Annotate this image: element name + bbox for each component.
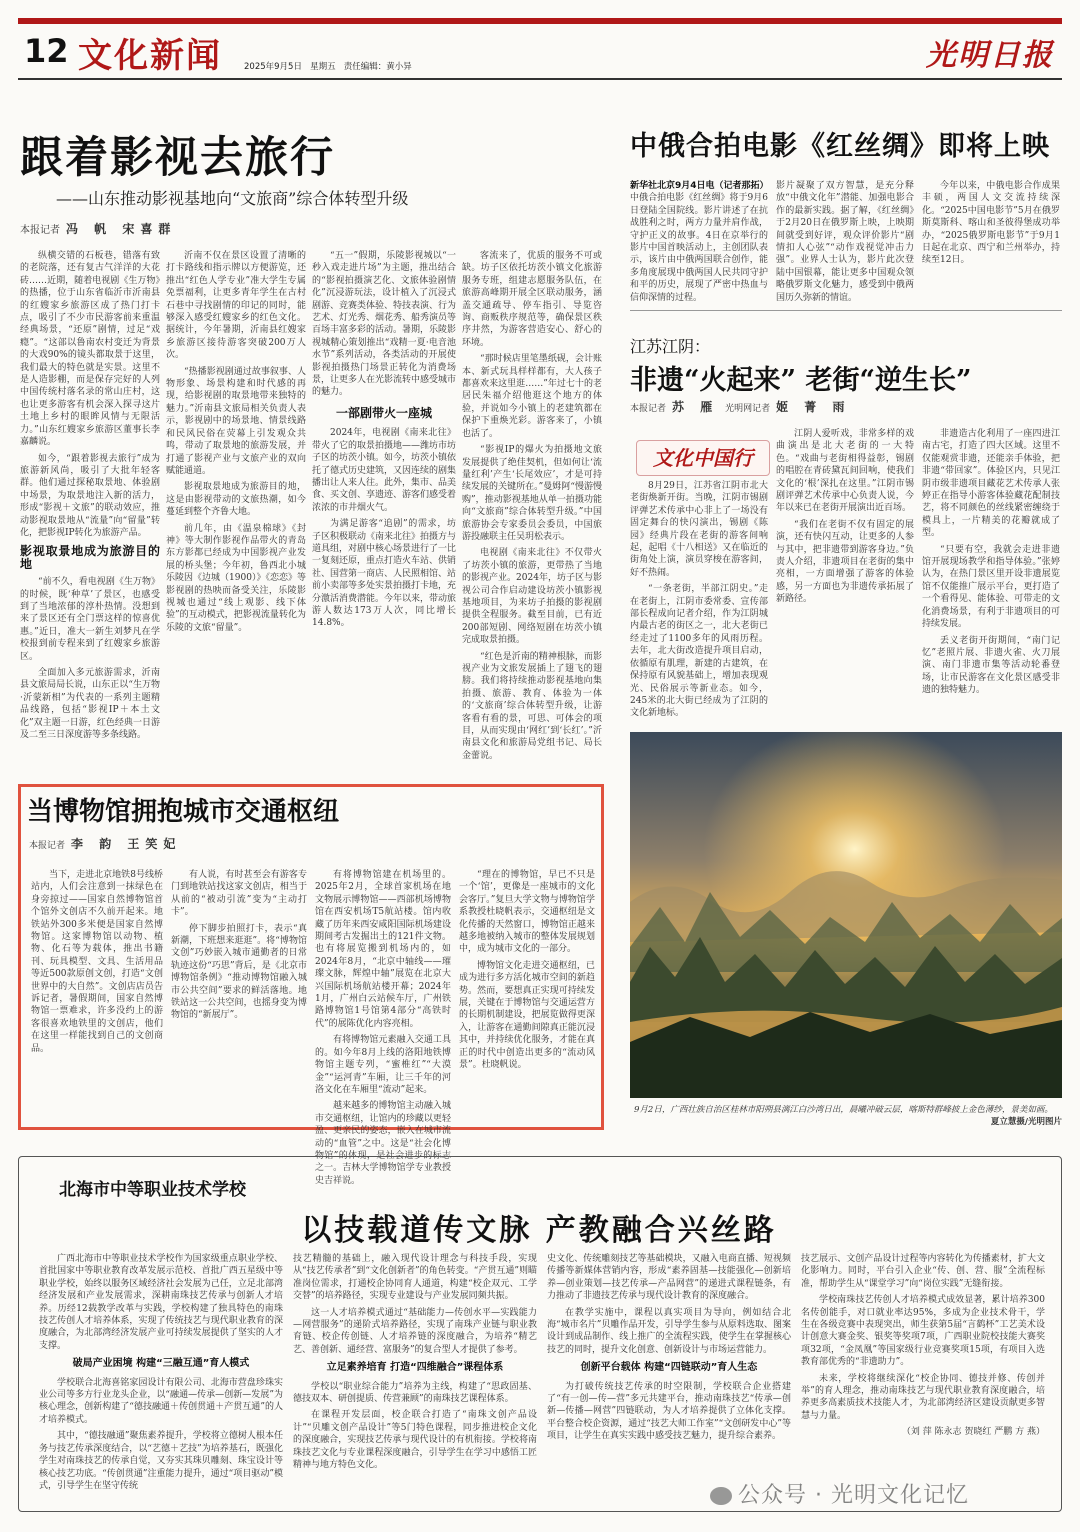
paragraph: “影视IP的爆火为拍摄地文旅发展提供了绝佳契机，但如何让‘流量红利’产生‘长尾效应’，才是可持续发展的关键所在。”曼姆阿“慢游慢购”，推动影视基地从单一拍摄功能向“文旅商”综合体转型升级。”中国旅游协会专家委员会委员，中国旅游投融联主任吴玥松表示。 — [462, 445, 602, 542]
paragraph: 技艺精髓的基础上，融入现代设计理念与科技手段，实现从“技艺传承者”到“文化创新者”的角色转变。“产贯互通”则瞄准岗位需求，打通校企协同育人通道，构建“校企双元、工学交替”的培养路径，实现专业建设与产业发展同频共振。 — [293, 1254, 537, 1302]
paragraph: 今年以来，中俄电影合作成果丰硕，两国人文交流持续深化。“2025中国电影节”5月在俄罗斯莫斯科、喀山和圣彼得堡成功举办，“2025俄罗斯电影节”于9月1日起在北京、西宁和兰州举办，持续至12日。 — [922, 181, 1060, 266]
article5-subhead-2: 立足素养培育 打造“四维融合”课程体系 — [326, 1362, 504, 1374]
paragraph: 博物馆文化走进交通枢纽，已成为进行多方活化城市空间的新趋势。然而，要想真正实现可持续发展，关键在于博物馆与交通运营方的长期机制建设，把展览做得更深入，让游客在通勤间隙真正能沉浸其中，并持续优化服务，才能在真正的时代中创造出更多的“流动风景”。杜晓帆说。 — [459, 960, 595, 1071]
article1-title: 跟着影视去旅行 — [20, 133, 335, 183]
byline-label: 光明网记者 — [725, 404, 771, 414]
column-logo: 文化中国行 — [636, 440, 770, 476]
paragraph: 停下脚步拍照打卡，表示“真新潮，下班想来逛逛”。将“博物馆文创”巧妙嵌入城市通勤者的日常轨迹这份“巧思”背后，是《北京市博物馆条例》“推动博物馆融入城市公共空间”要求的鲜活落地。地铁站这一公共空间，也摇身变为博物馆的“新展厅”。 — [171, 923, 307, 1021]
wechat-icon — [710, 1487, 732, 1505]
article4-col-2 — [171, 869, 307, 1123]
paragraph: 技艺展示、文创产品设计过程等内容转化为传播素材，扩大文化影响力。同时，平台引入企业“传、创、营、服”全流程标准，帮助学生从“课堂学习”向“岗位实践”无缝衔接。 — [801, 1254, 1045, 1289]
paragraph: 纵横交错的石板巷，错落有致的老院落，还有复古气洋洋的大花砖……近期，随着电视剧《生万物》的热播，位于山东省临沂市沂南县的红嫂家乡旅游区成了热门打卡点，吸引了不少市民游客前来重温经典场景，“还原”剧情，过足“戏瘾”。“这部以鲁南农村变迁为背景的大戏90%的镜头都取景于这里，我们最大的特色就是实景。这里不是人造影棚，而是保存完好的人列中国传统村落名录的常山庄村，这也让更多游客有机会深入探寻这片土地上乡村的眼眸风情与无限活力。”山东红嫂家乡旅游区董事长李嘉麟说。 — [20, 251, 160, 448]
article4-title: 当博物馆拥抱城市交通枢纽 — [27, 797, 340, 827]
issue-editor: 责任编辑：黄小异 — [343, 62, 412, 72]
byline-label: 本报记者 — [29, 841, 66, 851]
paragraph: 丢义老街开街期间，“南门记忆”老照片展、非遗火雀、火刀展演、南门非遗市集等活动轮番登场，让市民游客在文化景区感受非遗的独特魅力。 — [922, 635, 1060, 696]
article5-byline: （刘 萍 陈永志 贺晓红 严鹏 方 燕） — [901, 1427, 1045, 1438]
article2-dateline: 新华社北京9月4日电（记者那拓） — [630, 181, 769, 191]
paragraph: 影视取景地成为旅游目的地，这是由影视带动的文旅热潮，如今蔓延到整个齐鲁大地。 — [166, 482, 306, 518]
article1-col-2 — [166, 250, 306, 740]
paragraph: 其中，“德技融通”聚焦素养提升，学校将立德树人根本任务与技艺传承深度结合，以“艺德＋艺技”为培养基石，既强化学生对南珠技艺的传承自觉，又夯实其珠贝雕刻、珠宝设计等核心技艺功底。“传创贯通”注重能力提升，通过“项目驱动”模式，引导学生在坚守传统 — [39, 1431, 283, 1491]
article2-title: 中俄合拍电影《红丝绸》即将上映 — [630, 131, 1050, 162]
article3-authors-2: 姬 菁 雨 — [776, 400, 851, 414]
article4-col-3 — [315, 869, 451, 1186]
paragraph: 影片凝聚了双方智慧，是充分释放“中俄文化年”潜能、加强电影合作的最新实践。据了解，《红丝绸》于2月20日在俄罗斯上映，上映期间就受到好评，观众评价影片“剧情扣人心弦”“动作戏视觉冲击力强”。业界人士认为，影片此次登陆中国银幕，能让更多中国观众领略俄罗斯文化魅力，感受到中俄两国历久弥新的情谊。 — [776, 181, 914, 303]
article3-col-3 — [922, 428, 1060, 736]
masthead-rule — [18, 78, 1062, 80]
masthead — [18, 18, 1062, 80]
paragraph: “红色是沂南的精神根脉，而影视产业为文旅发展插上了翅飞的翅膀。我们将持续推动影视基地向集拍摄、旅游、教育、体验为一体的‘文旅商’综合体转型升级，让游客看有看的景，可思、可体会的项目，从而实现由‘网红’到‘长红’。”沂南县文化和旅游局党组书记、局长金蕾说。 — [462, 651, 602, 761]
article3-col-1 — [630, 480, 768, 736]
watermark-text: 公众号 · 光明文化记忆 — [738, 1483, 969, 1508]
article3-authors: 苏 雁 — [672, 400, 719, 414]
article3-byline — [630, 398, 850, 415]
article4-col-4 — [459, 869, 595, 1123]
paragraph: 为满足游客“追剧”的需求，坊子区积极联动《南来北往》拍摄方与道具组，对剧中核心场景进行了一比一复刻还原，重点打造火车站、供销社、国营第一商店、人民照相馆、站前小卖部等多处实景拍摄打卡地，充分激活消费潜能。今年以来，带动旅游人数达173万人次，同比增长14.8%。 — [312, 519, 457, 629]
paragraph: 非遗造古化利用了一座四进江南古宅，打造了四大区域。这里不仅能观赏非遗，还能亲手体验，把非遗“带回家”。体验区内，只见江阴市级非遗项目藏花艺术传承人张婷正在指导小游客体验藏花配制技艺，将不同颜色的丝线紧密缠绕于模具上，一片精美的花瓣就成了型。 — [922, 429, 1060, 539]
paragraph: 未来，学校将继续深化“校企协同、德技并修、传创并举”的育人理念，推动南珠技艺与现代职业教育深度融合，培养更多高素质技术技能人才，为北部湾经济区建设贡献更多智慧与力量。 — [801, 1373, 1045, 1421]
article3-title: 非遗“火起来” 老街“逆生长” — [630, 365, 972, 396]
article5-col-3 — [547, 1253, 791, 1505]
article4-box — [18, 784, 604, 1186]
paragraph: “那时候店里笔墨纸砚，会计账本、新式玩具样样都有，大人孩子都喜欢来这里逛……”年过七十的老居民朱福介绍他逛这个地方的体验，并说如今小镇上的老建筑都在保护下重焕光彩。游客来了，小镇也活了。 — [462, 354, 602, 439]
paragraph: 当下，走进北京地铁8号线桥站内，人们会注意到一抹绿色在身旁掠过——国家自然博物馆首个馆外文创店不久前开起来。地铁站外300多米便是国家自然博物馆。这家博物馆以动物、植物、化石等为载体，推出书籍刊、玩具模型、文具、生活用品等近500款原创文创，打造“文创世界中的大自然”。文创店店员告诉记者，暑假期间，国家自然博物馆一票难求，许多没约上的游客很喜欢地铁里的文创店，他们在这里一样能找到自己的文创商品。 — [31, 870, 163, 1054]
paragraph: 如今，“跟着影视去旅行”成为旅游新风尚，吸引了大批年轻客群。他们通过探秘取景地、体验剧中场景，为取景地注入新的活力，形成“影视＋文旅”的联动效应，推动影视取景地从“流量”向“留量”转化，把影视IP转化为旅游产品。 — [20, 453, 160, 538]
paragraph: “五一”假期，乐陵影视城以“一秒入戏走进片场”为主题，推出结合的“影视拍摄演艺化、文旅体验剧情化”沉浸游玩法，设计植入了沉浸式剧游、竞赛类体验、特技表演、行为艺术、灯光秀、烟花秀、船秀演员等百场丰富多彩的活动。暑期，乐陵影视城精心策划推出“戏精一夏·电音池水节”系列活动，各类活动的开展使影视拍摄热门场景正转化为消费场景，让更多人在光影流转中感受城市的魅力。 — [312, 251, 457, 398]
watermark — [700, 1474, 979, 1513]
paragraph: 前几年，由《温泉棉球》《封神》等大制作影视作品带火的青岛东方影都已经成为中国影视产业发展的桥头堡；今年初，鲁西北小城乐陵因《边城（1900）》《恋恋》等影视剧的热映而备受关注，乐陵影视城也通过“线上观影、线下体验”的互动模式，把影视流量转化为乐陵的文旅“留量”。 — [166, 523, 306, 633]
paragraph: 越来越多的博物馆主动融入城市交通枢纽，让馆内的珍藏以更轻盈、更亲民的姿态，嵌入在城市流动的“血管”之中。这是“社会化博物馆”的体现，是社会进步的标志之一。吉林大学博物馆学专业教授史吉祥说。 — [315, 1101, 451, 1186]
article3-col-2 — [776, 428, 914, 736]
top-rule — [18, 18, 1062, 24]
article5-col-4 — [801, 1253, 1045, 1505]
caption-text: 9月2日，广西壮族自治区桂林市阳朔县漓江白沙湾日出，晨曦冲破云层，喀斯特群峰披上金色薄纱，景美如画。 — [634, 1105, 1053, 1115]
article1-subtitle: ——山东推动影视基地向“文旅商”综合体转型升级 — [56, 189, 409, 208]
article1-col-3 — [312, 250, 456, 740]
page-number: 12 — [24, 32, 69, 70]
paragraph: “我们在老街不仅有固定的展演，还有快闪互动，让更多的人参与其中，把非遗带到游客身边。”负责人介绍，非遗项目在老街的集中亮相，一方面增强了游客的体验感，另一方面也为非遗传承拓展了新路径。 — [776, 519, 914, 605]
article1-subhead-1: 影视取景地成为旅游目的地 — [20, 544, 160, 571]
issue-date: 2025年9月5日 — [244, 62, 302, 72]
paragraph: 2024年，电视剧《南来北往》带火了它的取景拍摄地——潍坊市坊子区的坊茨小镇。如今，坊茨小镇依托了德式历史建筑，又因连续的剧集播出让人来人往。此外，集市、品美食、买文创、享遗迹、游客们感受着浓浓的市井烟火气。 — [312, 428, 457, 513]
paragraph: 中俄合拍电影《红丝绸》将于9月6日登陆全国院线。影片讲述了在抗战胜利之时，两方力量并肩作战，守护正义的故事。4日在京举行的影片中国首映活动上，主创团队表示，该片由中俄两国联合创作，能多角度展现中俄两国人民共同守护和平的历史，展现了严密中热血与信仰深情的过程。 — [630, 193, 768, 303]
article5-subhead-3: 创新平台载体 构建“四链联动”育人生态 — [580, 1362, 758, 1374]
paragraph: “一条老街，半部江阴史。”走在老街上，江阴市委常委、宣传部部长程成向记者介绍，作为江阴城内最古老的街区之一，北大老街已经走过了1100多年的风雨历程。去年，北大街改造提升项目启动，依循原有肌理，新建的古建筑，在保持原有风貌基础上，增加表现观光、民俗展示等新业态。如今，245米的北大街已经成为了江阴的文化新地标。 — [630, 584, 768, 719]
paragraph: 沂南不仅在景区设置了清晰的打卡路线和指示牌以方便游览，还推出“红色人学专业”准大学生专属免票福利，让更多青年学生在古村石巷中寻找剧情的印记的同时，能够深入感受红嫂家乡的红色文化。据统计，今年暑期，沂南县红嫂家乡旅游区接待游客突破200万人次。 — [166, 251, 306, 361]
paragraph: 客流来了，优质的服务不可或缺。坊子区依托坊茨小镇文化旅游服务专班，组建志愿服务队伍，在旅游高峰期开展全区联动服务，涵盖交通疏导、停车指引、导览咨询、商贩秩序规范等，确保景区秩序井然，为游客营造安心、舒心的环境。 — [462, 251, 602, 348]
photo-credit: 夏立慧摄/光明图片 — [990, 1117, 1062, 1127]
paragraph: 在课程开发层面，校企联合打造了“南珠文创产品设计”“贝雕文创产品设计”等5门特色课程，同步推进校企文化的深度融合，实现技艺传承与现代设计的有机衔接。学校将南珠技艺文化与专业课程深度融合，引导学生在学习中感悟工匠精神与地方特色文化。 — [293, 1410, 537, 1471]
karst-sunrise-image — [630, 732, 1062, 1098]
paragraph: 江阴人爱听戏，非常多样的戏曲演出是北大老街的一大特色。“戏曲与老街相得益彰，锡剧的唱腔在青砖黛瓦间回响，使我们文化的‘根’深扎在这里。”江阴市锡剧评弹艺术传承中心负责人说，今年以来已在老街开展演出近百场。 — [776, 429, 914, 514]
paragraph: “前不久，看电视剧《生万物》的时候，既‘种草’了景区，也感受到了当地浓郁的淳朴热情。没想到来了景区还有全门票这样的惊喜优惠。”近日，准大一新生刘梦凡在学校报到前专程来到了红嫂家乡旅游区。 — [20, 577, 160, 662]
article1-col-1 — [20, 250, 160, 740]
issue-weekday: 星期五 — [310, 62, 336, 72]
school-name: 北海市中等职业技术学校 — [59, 1180, 246, 1200]
paragraph: 学校以“职业综合能力”培养为主线，构建了“思政固基、德技双本、研创提质、传营兼顾”的南珠技艺课程体系。 — [293, 1381, 537, 1405]
article4-col-1 — [31, 869, 163, 1123]
article1-authors: 冯 帆 宋喜群 — [66, 222, 177, 236]
paragraph: “只要有空，我就会走进非遗馆开展现场教学和指导体验。”张婷认为，在热门景区里开设非遗展览馆不仅能推广展示平台，更打造了一个看得见、能体验、可带走的文化消费场景，有利于非遗项目的可持续发展。 — [922, 544, 1060, 630]
article5-title: 以技载道传文脉 产教融合兴丝路 — [301, 1213, 777, 1248]
paragraph: 有将博物馆元素融入交通工具的。如今年8月上线的洛阳地铁博物馆主题专列，“蜜椎红”“大漠金”“运河青”车厢，让三千年的河洛文化在车厢里“流动”起来。 — [315, 1035, 451, 1095]
article2-col-3 — [922, 180, 1060, 298]
article2-col-2 — [776, 180, 914, 303]
paragraph: 在教学实施中，课程以真实项目为导向，例如结合北海“城市名片”贝雕作品开发，引导学生参与从原料选取、图案设计到成品制作、线上推广的全流程实践，使学生在掌握核心技艺的同时，提升文化创意、创新设计与市场运营能力。 — [547, 1307, 791, 1355]
paragraph: 全面加入多元旅游需求，沂南县文旅局局长说，山东正以“生万物·沂蒙新相”为代表的一系列主题精品线路，包括“影视IP＋本土文化”双主题一日游，红色经典一日游及二至三日深度游等多条线路。 — [20, 668, 160, 741]
article4-byline — [29, 835, 181, 852]
paragraph: 广西北海市中等职业技术学校作为国家级重点职业学校、首批国家中等职业教育改革发展示范校、首批广西五星级中等职业学校，始终以服务区域经济社会发展为己任，立足北部湾经济发展和产业发展需求，深耕南珠技艺传承与创新人才培养。历经12载教学改革与实践，学校构建了独具特色的南珠技艺传创人才培养体系，实现了传统技艺与现代职业教育的深度融合，为北部湾经济发展产业可持续发展提供了坚实的人才支撑。 — [39, 1254, 283, 1351]
paragraph: 史文化、传统雕刻技艺等基础模块，又融入电商直播、短视频传播等新媒体营销内容，形成“素养固基—技能强化—创新培养—创业策划—技艺传承—产品网营”的递进式课程链条，有力推动了非遗技艺传承与现代设计教育的深度融合。 — [547, 1254, 791, 1302]
paragraph: 8月29日，江苏省江阴市北大老街焕新开街。当晚，江阴市锡剧评弹艺术传承中心非上了一场没有固定舞台的快闪演出，锡剧《陈园》经典片段在老街的游客间响起，起唱《十八相送》又在临近的街角处上演，演员穿梭在游客间，好不热闹。 — [630, 481, 768, 578]
article5-box — [18, 1156, 1062, 1512]
article1-byline — [20, 220, 176, 237]
article4-authors: 李 韵 王笑妃 — [71, 837, 182, 851]
paragraph: 为打破传统技艺传承的时空限制，学校联合企业搭建了“有一创—传—营”多元共建平台，推动南珠技艺“传承—创新—传播—网营”四链联动，为人才培养提供了立体化支撑。平台整合校企资源，通过“技艺大师工作室”“文创研发中心”等项目，让学生在真实实践中感受技艺魅力，提升综合素养。 — [547, 1381, 791, 1442]
article5-col-1 — [39, 1253, 283, 1505]
paragraph: 电视剧《南来北往》不仅带火了坊茨小镇的旅游，更带热了当地的影视产业。2024年，坊子区与影视公司合作启动建设坊茨小镇影视基地项目，为来坊子拍摄的影视剧提供全程服务。截至目前，已有近200部短剧、网络短剧在坊茨小镇完成取景拍摄。 — [462, 548, 602, 646]
article3-kicker: 江苏江阴： — [630, 337, 711, 356]
article1-subhead-2: 一部剧带火一座城 — [335, 405, 432, 420]
landscape-photo — [630, 732, 1062, 1098]
byline-label: 本报记者 — [630, 404, 667, 414]
paragraph: “热播影视剧通过故事叙事、人物形象、场景构建和时代感的再现，给影视剧的取景地带来独特的魅力。”沂南县文旅局相关负责人表示，影视剧中的场景地、情景线路和民风民俗在荧幕上引发观众共鸣，带动了取景地的旅游发展，并打通了影视产业与文旅产业的双向赋能通道。 — [166, 366, 306, 476]
byline-label: 本报记者 — [20, 225, 60, 236]
article1-col-4 — [462, 250, 602, 761]
photo-caption — [634, 1104, 1062, 1128]
article2-col-1 — [630, 180, 769, 303]
issue-info — [244, 60, 412, 72]
article5-subhead-1: 破局产业困境 构建“三融互通”育人模式 — [72, 1358, 250, 1370]
article5-col-2 — [293, 1253, 537, 1505]
divider — [630, 310, 1062, 311]
paragraph: 有人说，有时甚至会有游客专门到地铁站找这家文创店，相当于从前的“被动引流”变为“主动打卡”。 — [171, 870, 307, 918]
paragraph: 学校联合北海喜铭家园设计有限公司、北海市营盘珍珠实业公司等多方行业龙头企业，以“融通—传承—创新—发展”为核心理念，创新构建了“德技融通＋传创贯通＋产贯互通”的人才培养模式。 — [39, 1377, 283, 1425]
section-title: 文化新闻 — [78, 36, 222, 76]
newspaper-logo: 光明日报 — [926, 38, 1054, 73]
paragraph: 有将博物馆建在机场里的。2025年2月，全球首家机场在地文物展示博物馆——西部机场博物馆在西安机场T5航站楼。馆内收藏了历年来西安咸阳国际机场建设期间考古发掘出土的121件文物。也有将展览搬到机场内的，如2024年8月，“北京中轴线——璀璨文脉，辉煌中轴”展览在北京大兴国际机场航站楼开幕；2024年1月，广州白云站候车厅，广州铁路博物馆1号馆第4部分“高铁时代”的展陈优化内容亮相。 — [315, 870, 451, 1029]
paragraph: 这一人才培养模式通过“基础能力—传创水平—实践能力—网营服务”的递阶式培养路径，实现了南珠产业链与职业教育链、校企传创链、人才培养链的深度融合，为培养“精艺艺、善创新、通经营、富服务”的复合型人才提供了参考。 — [293, 1307, 537, 1355]
paragraph: 学校南珠技艺传创人才培养模式成效显著，累计培养300名传创能手，对口就业率达95%，多成为企业技术骨干，学生在各级竞赛中表现突出，师生获第5届“言鹤杯”工艺美术设计创意大赛金奖、银奖等奖项7项，广西职业院校技能大赛奖项32项，“金凤凰”等国家级行业竞赛奖项15项，有项目入选教育部优秀的“非遗助力”。 — [801, 1295, 1045, 1368]
paragraph: “理在的博物馆，早已不只是一个‘馆’，更像是一座城市的文化会客厅。”复旦大学文物与博物馆学系教授杜晓帆表示，交通枢纽是文化传播的天然窗口，博物馆正越来越多地被纳入城市的整体发展规划中，成为城市文化的一部分。 — [459, 870, 595, 955]
